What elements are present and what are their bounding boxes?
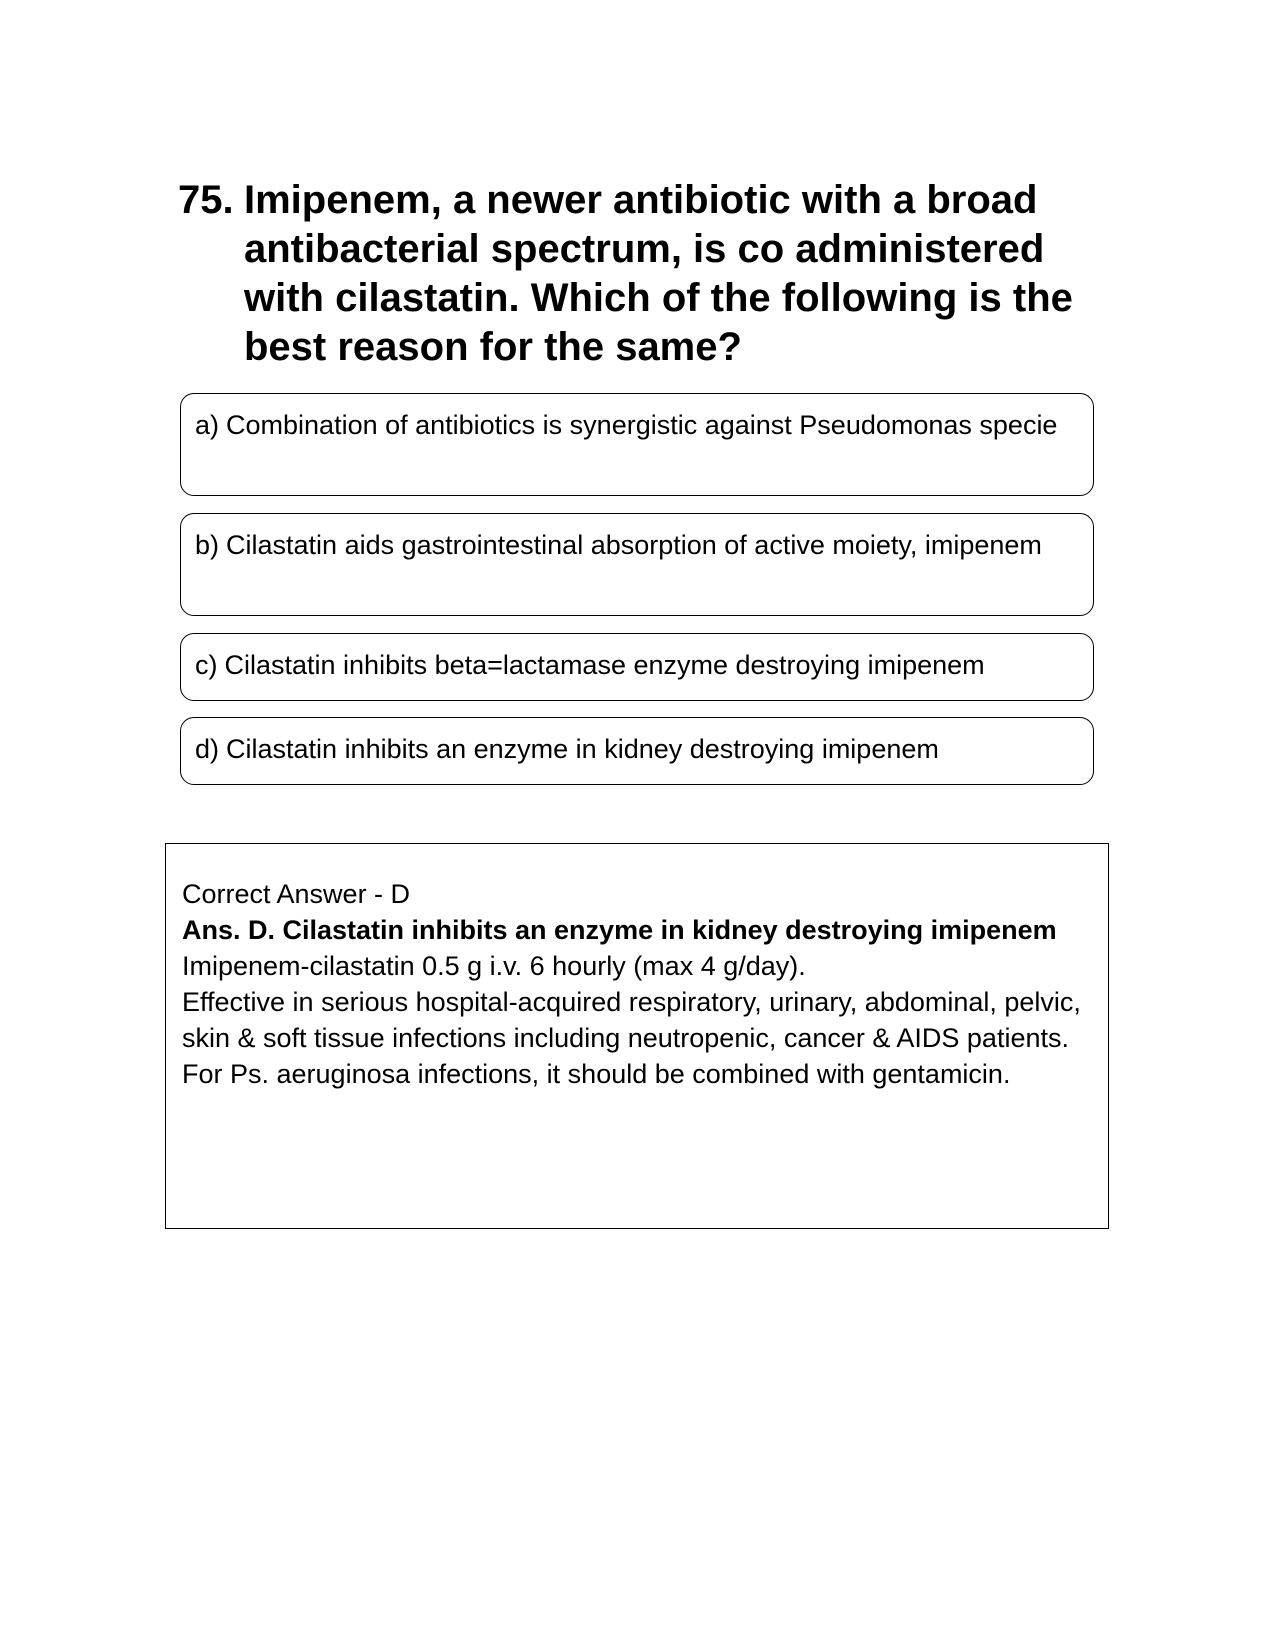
option-text: Combination of antibiotics is synergistic against Pseudomonas specie xyxy=(226,410,1058,440)
option-letter: d) xyxy=(195,734,220,764)
answer-heading: Ans. D. Cilastatin inhibits an enzyme in kidney destroying imipenem xyxy=(182,915,1057,945)
question-text: Imipenem, a newer antibiotic with a broad antibacterial spectrum, is co administered with cilastatin. Which of the following is the best reason for the same? xyxy=(244,178,1073,369)
question-number: 75. xyxy=(178,178,234,222)
option-b[interactable] xyxy=(180,513,1094,616)
question xyxy=(178,176,1098,372)
option-text: Cilastatin inhibits beta=lactamase enzyme destroying imipenem xyxy=(224,650,985,680)
option-d[interactable] xyxy=(180,717,1094,785)
option-letter: a) xyxy=(195,410,220,440)
correct-answer-label: Correct Answer - D xyxy=(182,879,411,909)
option-letter: b) xyxy=(195,530,220,560)
explanation-line: Effective in serious hospital-acquired respiratory, urinary, abdominal, pelvic, skin & soft tissue infections including neutropenic, cancer & AIDS patients. xyxy=(182,987,1081,1053)
option-text: Cilastatin aids gastrointestinal absorption of active moiety, imipenem xyxy=(226,530,1042,560)
explanation-line: For Ps. aeruginosa infections, it should be combined with gentamicin. xyxy=(182,1059,1011,1089)
option-a[interactable] xyxy=(180,393,1094,496)
option-letter: c) xyxy=(195,650,218,680)
answer-explanation-box xyxy=(165,843,1109,1229)
option-text: Cilastatin inhibits an enzyme in kidney destroying imipenem xyxy=(226,734,939,764)
explanation-line: Imipenem-cilastatin 0.5 g i.v. 6 hourly (max 4 g/day). xyxy=(182,951,806,981)
option-c[interactable] xyxy=(180,633,1094,701)
